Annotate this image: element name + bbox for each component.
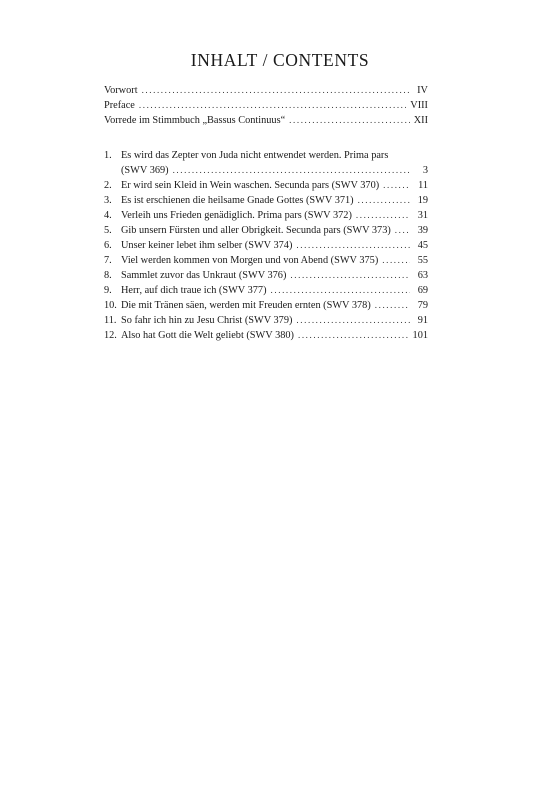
toc-entry-preface[interactable] xyxy=(104,98,428,113)
toc-page-number: 69 xyxy=(417,285,428,296)
toc-page-number: 31 xyxy=(417,210,428,221)
work-title: Er wird sein Kleid in Wein waschen. Secunda pars (SWV 370) xyxy=(121,180,380,191)
toc-entry-work-10[interactable] xyxy=(104,298,428,313)
dot-leader xyxy=(375,298,410,313)
dot-leader xyxy=(356,208,410,223)
toc-entry-work-11[interactable] xyxy=(104,313,428,328)
work-number: 1. xyxy=(104,150,112,161)
toc-page-number: 101 xyxy=(412,330,428,341)
dot-leader xyxy=(383,178,410,193)
dot-leader xyxy=(358,193,410,208)
work-title: Viel werden kommen von Morgen und von Abend (SWV 375) xyxy=(121,255,379,266)
work-title: Es ist erschienen die heilsame Gnade Gottes (SWV 371) xyxy=(121,195,354,206)
work-number: 3. xyxy=(104,195,112,206)
work-title: Also hat Gott die Welt geliebt (SWV 380) xyxy=(121,330,294,341)
work-title: Herr, auf dich traue ich (SWV 377) xyxy=(121,285,267,296)
toc-entry-work-9[interactable] xyxy=(104,283,428,298)
dot-leader xyxy=(382,253,410,268)
toc-page-number: 3 xyxy=(422,165,428,176)
toc-entry-work-7[interactable] xyxy=(104,253,428,268)
toc-entry-work-8[interactable] xyxy=(104,268,428,283)
work-title: Es wird das Zepter von Juda nicht entwendet werden. Prima pars xyxy=(121,150,389,161)
work-number: 10. xyxy=(104,300,117,311)
toc-entry-work-6[interactable] xyxy=(104,238,428,253)
work-number: 6. xyxy=(104,240,112,251)
toc-page-number: 91 xyxy=(417,315,428,326)
work-number: 5. xyxy=(104,225,112,236)
dot-leader xyxy=(271,283,410,298)
work-title: Sammlet zuvor das Unkraut (SWV 376) xyxy=(121,270,287,281)
work-title: Verleih uns Frieden genädiglich. Prima pars (SWV 372) xyxy=(121,210,352,221)
toc-page-number: 79 xyxy=(417,300,428,311)
toc-entry-title: Vorrede im Stimmbuch „Bassus Continuus“ xyxy=(104,115,286,126)
dot-leader xyxy=(296,238,410,253)
toc-entry-work-12[interactable] xyxy=(104,328,428,343)
toc-entry-work-2[interactable] xyxy=(104,178,428,193)
work-title: Die mit Tränen säen, werden mit Freuden ernten (SWV 378) xyxy=(121,300,371,311)
work-title-continued: (SWV 369) xyxy=(121,165,169,176)
work-number: 4. xyxy=(104,210,112,221)
toc-entry-work-3[interactable] xyxy=(104,193,428,208)
toc-page-number: 11 xyxy=(418,180,428,191)
work-number: 2. xyxy=(104,180,112,191)
work-title: Gib unsern Fürsten und aller Obrigkeit. Secunda pars (SWV 373) xyxy=(121,225,391,236)
dot-leader xyxy=(298,328,409,343)
toc-page-number: VIII xyxy=(410,100,428,111)
dot-leader xyxy=(142,83,410,98)
page-title: INHALT / CONTENTS xyxy=(190,50,370,70)
dot-leader xyxy=(173,163,410,178)
toc-entry-vorrede[interactable] xyxy=(104,113,428,128)
work-title: So fahr ich hin zu Jesu Christ (SWV 379) xyxy=(121,315,293,326)
toc-entry-work-4[interactable] xyxy=(104,208,428,223)
dot-leader xyxy=(290,268,410,283)
toc-page-number: 55 xyxy=(417,255,428,266)
work-number: 8. xyxy=(104,270,112,281)
work-number: 12. xyxy=(104,330,117,341)
dot-leader xyxy=(289,113,410,128)
toc-page-number: 19 xyxy=(417,195,428,206)
toc-page-number: 63 xyxy=(417,270,428,281)
toc-page-number: 39 xyxy=(417,225,428,236)
toc-entry-title: Vorwort xyxy=(104,85,138,96)
dot-leader xyxy=(296,313,410,328)
toc-entry-title: Preface xyxy=(104,100,135,111)
toc-page-number: IV xyxy=(417,85,428,96)
toc-entry-work-1[interactable] xyxy=(104,148,428,178)
work-title: Unser keiner lebet ihm selber (SWV 374) xyxy=(121,240,293,251)
work-number: 11. xyxy=(104,315,117,326)
dot-leader xyxy=(395,223,410,238)
toc-entry-work-5[interactable] xyxy=(104,223,428,238)
work-number: 7. xyxy=(104,255,112,266)
toc-page-number: 45 xyxy=(417,240,428,251)
works-list xyxy=(104,148,428,343)
toc-entry-vorwort[interactable] xyxy=(104,83,428,98)
work-number: 9. xyxy=(104,285,112,296)
dot-leader xyxy=(139,98,406,113)
front-matter-list xyxy=(104,83,428,128)
toc-page-number: XII xyxy=(413,115,428,126)
